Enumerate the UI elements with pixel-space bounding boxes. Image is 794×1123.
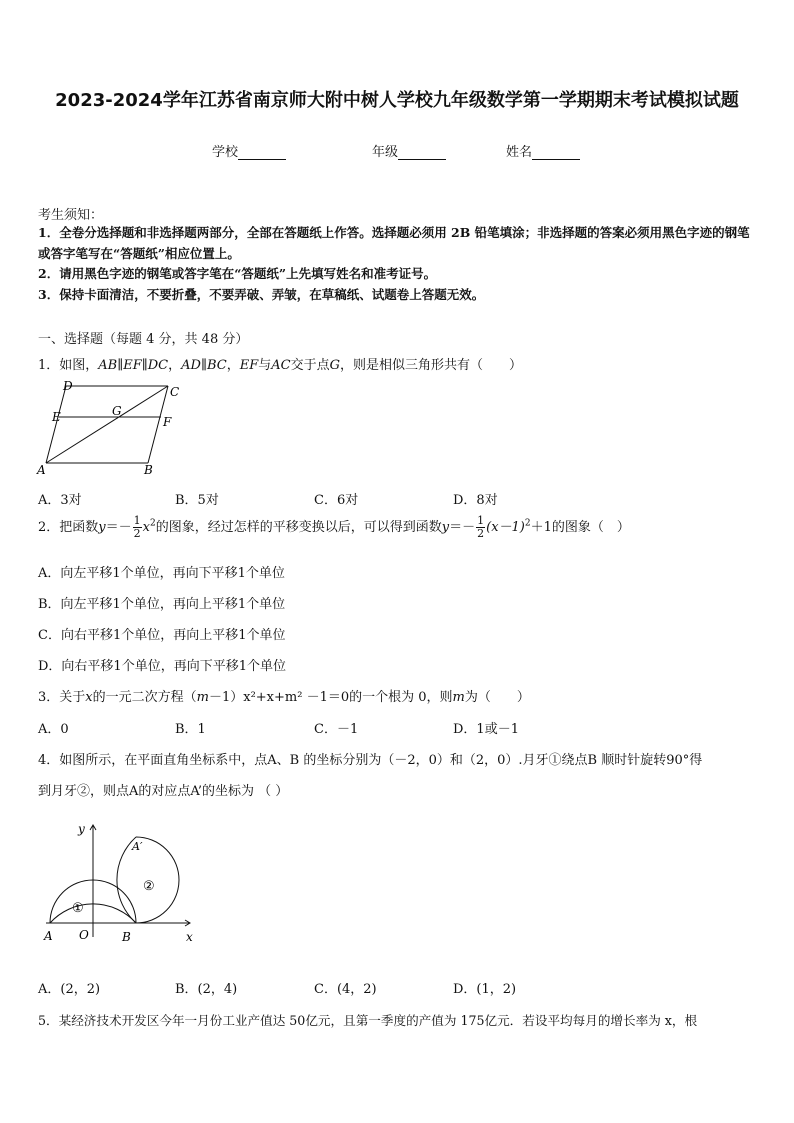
q2-func1-num: 1 [133, 514, 141, 527]
q4-label-crescent1: ① [72, 901, 84, 916]
q1-prefix: 1．如图， [38, 358, 99, 373]
q3-option-b: B．1 [175, 722, 206, 737]
notice-heading: 考生须知： [38, 208, 104, 223]
q2-func2-fraction [476, 515, 485, 540]
name-label: 姓名 [506, 145, 533, 160]
grade-label: 年级 [372, 145, 399, 160]
name-blank [532, 145, 580, 160]
q2-mid-text: 的图象，经过怎样的平移变换以后，可以得到函数 [155, 520, 442, 535]
q3-math-m: m [196, 690, 209, 705]
q3-math-x: x [85, 690, 93, 705]
q1-label-f: F [163, 415, 172, 429]
q2-func2-y: y [441, 520, 450, 535]
question-1 [38, 354, 522, 373]
q1-label-d: D [63, 379, 73, 393]
q1-option-d: D．8对 [453, 493, 498, 508]
q1-label-g: G [112, 404, 122, 418]
q2-option-a: A．向左平移1个单位，再向下平移1个单位 [38, 566, 285, 581]
q2-func1-eq: ＝－ [105, 520, 132, 535]
q4-option-a: A．(2，2) [38, 982, 101, 997]
question-4-line-2: 到月牙②，则点A的对应点A’的坐标为 （ ） [38, 784, 289, 799]
q3-option-d: D．1或－1 [453, 722, 519, 737]
question-3 [38, 686, 530, 705]
school-field [212, 141, 286, 160]
q1-math-4: AC [271, 358, 291, 373]
q4-option-c: C．(4，2) [314, 982, 377, 997]
question-2 [38, 515, 630, 540]
q2-func2-body: (x－1) [486, 520, 525, 535]
q2-func1-den: 2 [133, 527, 141, 540]
q4-label-b: B [122, 930, 131, 944]
q3-option-c: C．－1 [314, 722, 359, 737]
q1-text-1: 与 [258, 358, 272, 373]
q4-label-x: x [186, 930, 193, 944]
q2-func2-num: 1 [477, 514, 485, 527]
name-field [506, 141, 580, 160]
exam-title: 2023-2024学年江苏省南京师大附中树人学校九年级数学第一学期期末考试模拟试题 [55, 90, 739, 111]
q1-label-e: E [52, 410, 61, 424]
q1-label-c: C [170, 385, 180, 399]
q4-label-a: A [44, 929, 53, 943]
q1-math-2: AD∥BC [181, 358, 227, 373]
question-5: 5．某经济技术开发区今年一月份工业产值达 50亿元，且第一季度的产值为 175亿元．若设平均每月的增长率为 x，根 [38, 1013, 698, 1028]
q2-func2-eq: ＝－ [449, 520, 476, 535]
q1-text-3: ，则是相似三角形共有（ ） [340, 358, 523, 373]
grade-field [372, 141, 446, 160]
q4-figure [40, 815, 210, 950]
q3-text-1: 的一元二次方程（ [92, 690, 197, 705]
q1-sep-1: ， [168, 358, 182, 373]
q1-text-2: 交于点 [290, 358, 330, 373]
q3-text-3: 为（ ） [464, 690, 530, 705]
q4-label-y: y [78, 822, 85, 836]
q1-option-a: A．3对 [38, 493, 82, 508]
q2-func1-x: x [142, 520, 150, 535]
q4-label-o: O [79, 928, 89, 942]
q1-sep-2: ， [226, 358, 240, 373]
q4-option-b: B．(2，4) [175, 982, 238, 997]
q1-line-ad [46, 386, 66, 463]
school-label: 学校 [212, 145, 239, 160]
q3-option-a: A．0 [38, 722, 69, 737]
q1-math-5: G [329, 358, 340, 373]
q2-func2-exp: 2 [524, 518, 531, 529]
q2-func1-y: y [98, 520, 106, 535]
q1-option-b: B．5对 [175, 493, 219, 508]
q2-func1-fraction [133, 515, 142, 540]
q3-text-2: －1）x²+x+m² －1＝0的一个根为 0，则 [208, 690, 453, 705]
q4-option-d: D．(1，2) [453, 982, 517, 997]
notice-item-3: 3．保持卡面清洁，不要折叠，不要弄破、弄皱，在草稿纸、试题卷上答题无效。 [38, 287, 485, 302]
q1-figure [34, 376, 194, 480]
question-4-line-1: 4．如图所示，在平面直角坐标系中，点A、B 的坐标分别为（－2，0）和（2，0）.月牙①绕点B 顺时针旋转90°得 [38, 753, 703, 768]
q1-label-a: A [37, 463, 46, 477]
q1-math-3: EF [239, 358, 259, 373]
q1-math-1: AB∥EF∥DC [98, 358, 169, 373]
q2-option-c: C．向右平移1个单位，再向上平移1个单位 [38, 628, 286, 643]
q1-label-b: B [144, 463, 153, 477]
q2-func2-tail: ＋1 [530, 520, 552, 535]
q4-label-crescent2: ② [143, 879, 155, 894]
q3-prefix: 3．关于 [38, 690, 86, 705]
grade-blank [398, 145, 446, 160]
q2-prefix: 2．把函数 [38, 520, 99, 535]
q1-line-ac [46, 386, 168, 463]
q2-func2-den: 2 [477, 527, 485, 540]
q1-option-c: C．6对 [314, 493, 359, 508]
q2-option-d: D．向右平移1个单位，再向下平移1个单位 [38, 659, 286, 674]
q4-label-a-prime: A′ [132, 840, 143, 853]
q2-suffix: 的图象（ ） [551, 520, 630, 535]
q2-func1-exp: 2 [150, 518, 156, 529]
section-heading: 一、选择题（每题 4 分，共 48 分） [38, 332, 249, 347]
q3-math-m2: m [452, 690, 465, 705]
notice-item-2: 2．请用黑色字迹的钢笔或答字笔在“答题纸”上先填写姓名和准考证号。 [38, 266, 437, 281]
notice-item-1: 1．全卷分选择题和非选择题两部分，全部在答题纸上作答。选择题必须用 2B 铅笔填涂；非选择题的答案必须用黑色字迹的钢笔或答字笔写在“答题纸”相应位置上。 [38, 225, 750, 261]
q2-option-b: B．向左平移1个单位，再向上平移1个单位 [38, 597, 286, 612]
school-blank [238, 145, 286, 160]
